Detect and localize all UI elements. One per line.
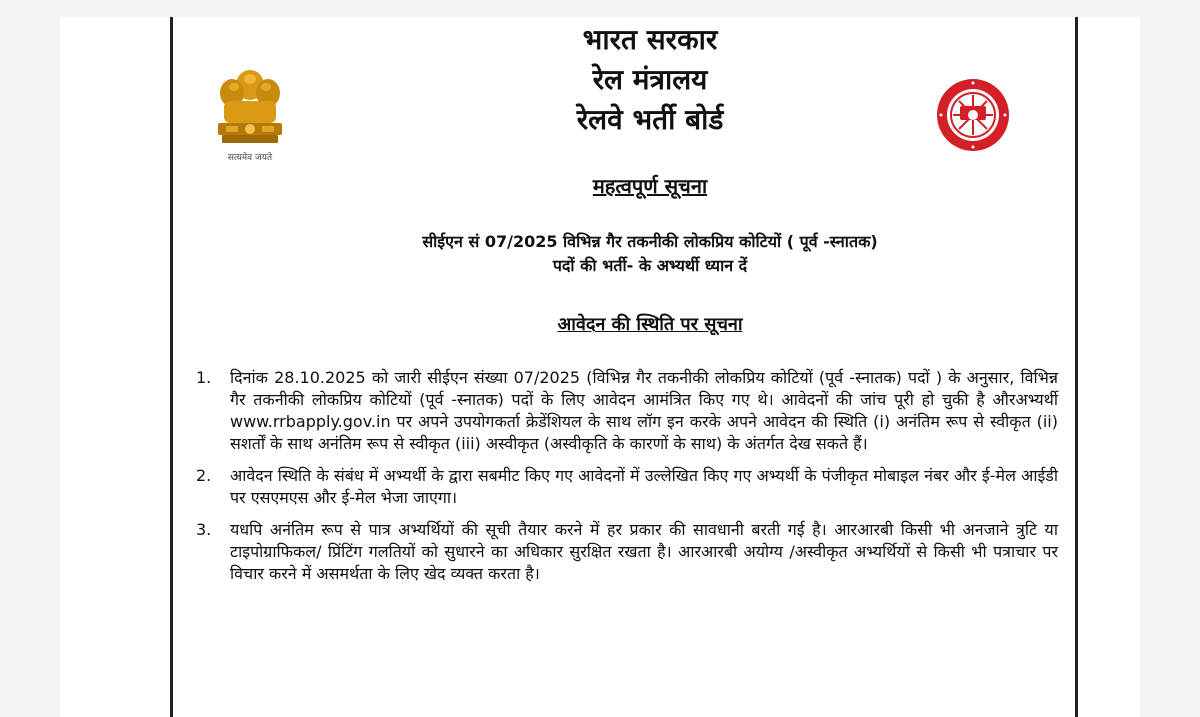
list-item-text: दिनांक 28.10.2025 को जारी सीईएन संख्या 07/2025 (विभिन्न गैर तकनीकी लोकप्रिय कोटियों (पूर्व -स्नातक) पदों ) के अनुसार, विभिन्न गैर तकनीकी लोकप्रिय कोटियों (पूर्व -स्नातक) पदों के लिए आवेदन आमंत्रित किए गए थे। आवेदनों की जांच पूरी हो चुकी है औरअभ्यर्थी www.rrbapply.gov.in पर अपने उपयोगकर्ता क्रेडेंशियल के साथ लॉग इन करके अपने आवेदन की स्थिति (i) अनंतिम रूप से स्वीकृत (ii) सशर्तों के साथ अनंतिम रूप से स्वीकृत (iii) अस्वीकृत (अस्वीकृति के कारणों के साथ) के अंतर्गत देख सकते हैं। (230, 368, 1058, 453)
list-item-number: 2. (196, 466, 212, 485)
list-item (196, 519, 1058, 585)
list-item (196, 465, 1058, 509)
document-header (400, 20, 900, 140)
header-line-ministry: रेल मंत्रालय (592, 63, 708, 96)
list-item-number: 1. (196, 368, 212, 387)
notice-title: महत्वपूर्ण सूचना (592, 174, 708, 198)
indian-railways-logo (936, 78, 1010, 152)
subject-line-1: सीईएन सं 07/2025 विभिन्न गैर तकनीकी लोकप्रिय कोटियों ( पूर्व -स्नातक) (422, 232, 878, 251)
list-item-number: 3. (196, 520, 212, 539)
list-item-text: यधपि अनंतिम रूप से पात्र अभ्यर्थियों की सूची तैयार करने में हर प्रकार की सावधानी बरती गई है। आरआरबी किसी भी अनजाने त्रुटि या टाइपोग्राफिकल/ प्रिंटिंग गलतियों को सुधारने का अधिकार सुरक्षित रखता है। आरआरबी अयोग्य /अस्वीकृत अभ्यर्थियों से किसी भी पत्राचार पर विचार करने में असमर्थता के लिए खेद व्यक्त करता है। (230, 520, 1058, 583)
subject-line-2: पदों की भर्ती- के अभ्यर्थी ध्यान दें (552, 256, 748, 275)
header-line-government: भारत सरकार (582, 23, 718, 56)
notice-subject (300, 230, 1000, 278)
paragraph-list (196, 367, 1058, 595)
header-line-board: रेलवे भर्ती बोर्ड (576, 103, 724, 136)
list-item (196, 367, 1058, 455)
list-item-text: आवेदन स्थिति के संबंध में अभ्यर्थी के द्वारा सबमीट किए गए आवेदनों में उल्लेखित किए गए अभ्यर्थी के पंजीकृत मोबाइल नंबर और ई-मेल आईडी पर एसएमएस और ई-मेल भेजा जाएगा। (230, 466, 1058, 507)
section-title: आवेदन की स्थिति पर सूचना (557, 314, 743, 335)
emblem-motto: सत्यमेव जयते (227, 153, 273, 163)
